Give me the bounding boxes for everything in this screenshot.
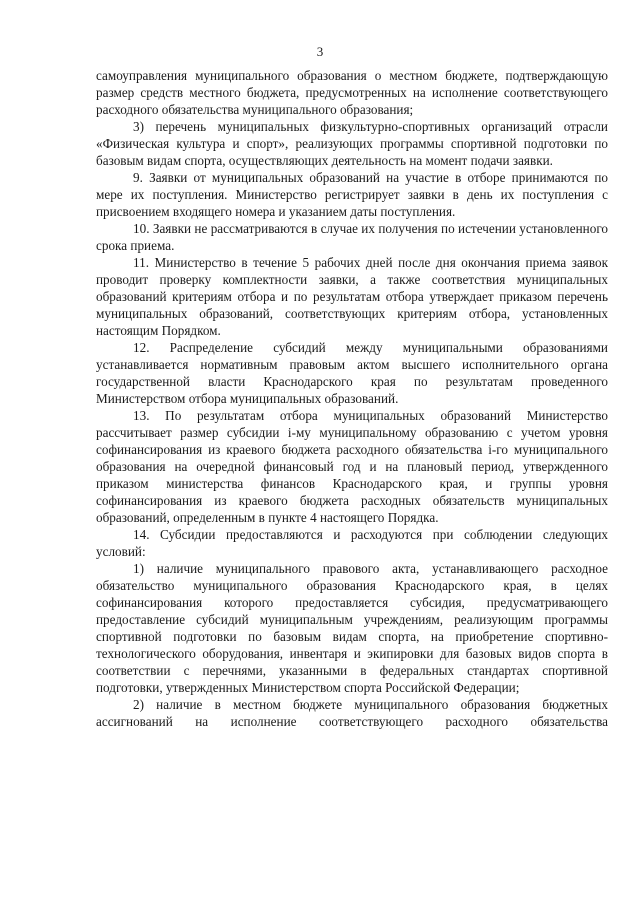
page-number: 3 (316, 44, 324, 59)
paragraph-clause-14: 14. Субсидии предоставляются и расходуются при соблюдении следующих условий: (96, 527, 608, 559)
paragraph-clause-10: 10. Заявки не рассматриваются в случае их получения по истечении установленного срока приема. (96, 221, 608, 253)
paragraph-condition-1: 1) наличие муниципального правового акта, устанавливающего расходное обязательство муниципального образования Краснодарского края, в целях софинансирования которого предоставляется субсидия, предусматривающего предоставление субсидий муниципальным учреждениям, реализующим программы спортивной подготовки по базовым видам спорта, на приобретение спортивно-технологического оборудования, инвентаря и экипировки для базовых видов спорта в соответствии с перечнями, указанными в федеральных стандартах спортивной подготовки, утвержденных Министерством спорта Российской Федерации; (96, 561, 608, 695)
paragraph-item-3-organizations-list: 3) перечень муниципальных физкультурно-спортивных организаций отрасли «Физическая культура и спорт», реализующих программы спортивной подготовки по базовым видам спорта, осуществляющих деятельность на момент подачи заявки. (96, 119, 608, 168)
paragraph-clause-13: 13. По результатам отбора муниципальных образований Министерство рассчитывает размер субсидии i-му муниципальному образованию с учетом уровня софинансирования из краевого бюджета расходного обязательства i-го муниципального образования на очередной финансовый год и на плановый период, утвержденного приказом министерства финансов Краснодарского края, и группы уровня софинансирования из краевого бюджета расходных обязательств муниципальных образований, определенным в пункте 4 настоящего Порядка. (96, 408, 608, 525)
paragraph-clause-11: 11. Министерство в течение 5 рабочих дней после дня окончания приема заявок проводит проверку комплектности заявки, а также соответствия муниципальных образований критериям отбора и по результатам отбора утверждает приказом перечень муниципальных образований, соответствующих критериям отбора, установленных настоящим Порядком. (96, 255, 608, 338)
paragraph-clause-9: 9. Заявки от муниципальных образований на участие в отборе принимаются по мере их поступления. Министерство регистрирует заявки в день их поступления с присвоением входящего номера и указанием даты поступления. (96, 170, 608, 219)
paragraph-condition-2: 2) наличие в местном бюджете муниципального образования бюджетных ассигнований на исполнение соответствующего расходного обязательства (96, 697, 608, 729)
document-body (96, 67, 608, 730)
paragraph-budget-continuation: самоуправления муниципального образования о местном бюджете, подтверждающую размер средств местного бюджета, предусмотренных на исполнение соответствующего расходного обязательства муниципального образования; (96, 68, 608, 117)
paragraph-clause-12: 12. Распределение субсидий между муниципальными образованиями устанавливается нормативным правовым актом высшего исполнительного органа государственной власти Краснодарского края по результатам проведенного Министерством отбора муниципальных образований. (96, 340, 608, 406)
